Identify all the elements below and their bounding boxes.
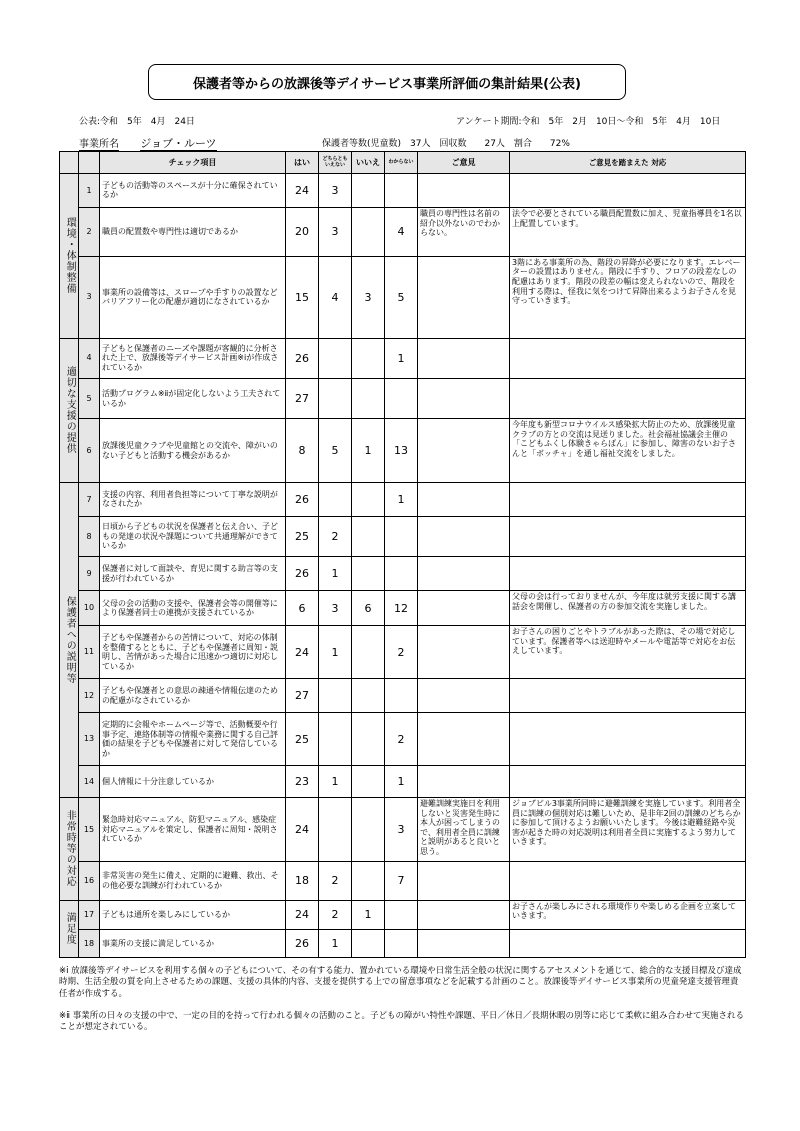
- row-number: 12: [79, 679, 100, 713]
- count-either: 3: [319, 591, 352, 626]
- count-yes: 26: [286, 482, 319, 516]
- table-row: [60, 766, 746, 798]
- count-either: 3: [319, 174, 352, 208]
- table-row: [60, 626, 746, 679]
- header-unknown: わからない: [385, 152, 418, 174]
- survey-period: アンケート期間:令和 5年 2月 10日～令和 5年 4月 10日: [456, 117, 721, 127]
- count-unknown: 5: [385, 256, 418, 338]
- opinion-text: [418, 482, 510, 516]
- response-text: [510, 482, 746, 516]
- respondent-stats: 保護者等数(児童数) 37人 回収数 27人 割合 72%: [322, 139, 570, 149]
- row-number: 18: [79, 930, 100, 958]
- row-number: 3: [79, 256, 100, 338]
- count-unknown: 1: [385, 338, 418, 378]
- check-item: 個人情報に十分注意しているか: [100, 766, 286, 798]
- header-yes: はい: [286, 152, 319, 174]
- response-text: 法令で必要とされている職員配置数に加え、児童指導員を1名以上配置しています。: [510, 207, 746, 256]
- category-label: 非常時等の対応: [60, 798, 79, 900]
- count-yes: 26: [286, 930, 319, 958]
- count-either: 4: [319, 256, 352, 338]
- opinion-text: [418, 591, 510, 626]
- count-yes: 25: [286, 713, 319, 766]
- check-item: 放課後児童クラブや児童館との交流や、障がいのない子どもと活動する機会があるか: [100, 419, 286, 483]
- table-row: [60, 591, 746, 626]
- table-row: [60, 862, 746, 900]
- check-item: 保護者に対して面談や、育児に関する助言等の支援が行われているか: [100, 557, 286, 591]
- count-either: 2: [319, 862, 352, 900]
- check-item: 事業所の支援に満足しているか: [100, 930, 286, 958]
- check-item: 子どもや保護者との意思の疎通や情報伝達のための配慮がなされているか: [100, 679, 286, 713]
- count-unknown: [385, 516, 418, 556]
- opinion-text: 職員の専門性は名前の紹介以外ないのでわからない。: [418, 207, 510, 256]
- count-unknown: 3: [385, 798, 418, 862]
- response-text: [510, 930, 746, 958]
- count-either: 1: [319, 626, 352, 679]
- count-no: 3: [352, 256, 385, 338]
- opinion-text: [418, 900, 510, 930]
- response-text: [510, 557, 746, 591]
- check-item: 活動プログラム※ⅱが固定化しないよう工夫されているか: [100, 378, 286, 418]
- category-label: 適切な支援の提供: [60, 338, 79, 482]
- response-text: [510, 378, 746, 418]
- facility-label: 事業所名: [79, 139, 119, 150]
- count-either: 5: [319, 419, 352, 483]
- check-item: 子どもや保護者からの苦情について、対応の体制を整備するとともに、子どもや保護者に周知・説明し、苦情があった場合に迅速かつ適切に対応しているか: [100, 626, 286, 679]
- count-no: [352, 482, 385, 516]
- table-row: [60, 516, 746, 556]
- response-text: [510, 174, 746, 208]
- row-number: 8: [79, 516, 100, 556]
- published-date: 公表:令和 5年 4月 24日: [79, 117, 195, 127]
- check-item: 職員の配置数や専門性は適切であるか: [100, 207, 286, 256]
- opinion-text: 避難訓練実施日を利用しないと災害発生時に本人が困ってしまうので、利用者全員に訓練と説明があると良いと思う。: [418, 798, 510, 862]
- header-opinion: ご意見: [418, 152, 510, 174]
- row-number: 11: [79, 626, 100, 679]
- check-item: 支援の内容、利用者負担等について丁寧な説明がなされたか: [100, 482, 286, 516]
- count-no: [352, 626, 385, 679]
- count-no: [352, 174, 385, 208]
- check-item: 事業所の設備等は、スロープや手すりの設置などバリアフリー化の配慮が適切になされているか: [100, 256, 286, 338]
- count-either: 3: [319, 207, 352, 256]
- table-row: [60, 174, 746, 208]
- table-row: [60, 557, 746, 591]
- row-number: 7: [79, 482, 100, 516]
- count-either: [319, 713, 352, 766]
- count-unknown: 12: [385, 591, 418, 626]
- count-yes: 26: [286, 557, 319, 591]
- response-text: ジョブビル3事業所同時に避難訓練を実施しています。利用者全員に訓練の個別対応は難しいため、是非年2回の訓練のどちらかに参加して頂けるようお願いいたします。今後は避難経路や災害が起きた時の対応説明は利用者全員に実施するよう努力していきます。: [510, 798, 746, 862]
- check-item: 子どもの活動等のスペースが十分に確保されているか: [100, 174, 286, 208]
- row-number: 17: [79, 900, 100, 930]
- opinion-text: [418, 766, 510, 798]
- header-either: どちらとも いえない: [319, 152, 352, 174]
- table-row: [60, 256, 746, 338]
- count-unknown: [385, 679, 418, 713]
- count-yes: 18: [286, 862, 319, 900]
- count-yes: 25: [286, 516, 319, 556]
- count-no: [352, 862, 385, 900]
- opinion-text: [418, 256, 510, 338]
- header-no: いいえ: [352, 152, 385, 174]
- response-text: 3階にある事業所の為、階段の昇降が必要になります。エレベーターの設置はありません。階段に手すり、フロアの段差なしの配慮はあります。階段の段差の幅は変えられないので、階段を利用する際は、怪我に気をつけて昇降出来るようお子さんを見守っていきます。: [510, 256, 746, 338]
- table-row: [60, 482, 746, 516]
- count-unknown: 13: [385, 419, 418, 483]
- opinion-text: [418, 516, 510, 556]
- count-unknown: [385, 900, 418, 930]
- count-yes: 24: [286, 798, 319, 862]
- row-number: 13: [79, 713, 100, 766]
- row-number: 16: [79, 862, 100, 900]
- count-no: [352, 378, 385, 418]
- count-yes: 27: [286, 679, 319, 713]
- count-no: 6: [352, 591, 385, 626]
- response-text: 父母の会は行っておりませんが、今年度は就労支援に関する講話会を開催し、保護者の方の参加交流を実施しました。: [510, 591, 746, 626]
- table-header-row: [60, 152, 746, 174]
- count-yes: 24: [286, 174, 319, 208]
- count-no: 1: [352, 419, 385, 483]
- header-number: [79, 152, 100, 174]
- table-row: [60, 713, 746, 766]
- response-text: [510, 338, 746, 378]
- table-row: [60, 900, 746, 930]
- count-no: [352, 766, 385, 798]
- count-either: 2: [319, 900, 352, 930]
- count-unknown: 2: [385, 626, 418, 679]
- opinion-text: [418, 862, 510, 900]
- count-either: [319, 798, 352, 862]
- response-text: お子さんの困りごとやトラブルがあった際は、その場で対応しています。保護者等へは送迎時やメールや電話等で対応をお伝えしています。: [510, 626, 746, 679]
- response-text: [510, 862, 746, 900]
- count-either: 1: [319, 930, 352, 958]
- count-either: [319, 679, 352, 713]
- footnote-1: ※ⅰ 放課後等デイサービスを利用する個々の子どもについて、その有する能力、置かれている環境や日常生活全般の状況に関するアセスメントを通じて、総合的な支援目標及び達成時期、生活全般の質を向上させるための課題、支援の具体的内容、支援を提供する上での留意事項などを記載する計画のこと。放課後等デイサービス事業所の児童発達支援管理責任者が作成する。: [59, 966, 742, 999]
- count-unknown: [385, 930, 418, 958]
- opinion-text: [418, 930, 510, 958]
- count-unknown: 4: [385, 207, 418, 256]
- category-label: 保護者への説明等: [60, 482, 79, 797]
- facility-name-line: [79, 135, 217, 151]
- count-yes: 27: [286, 378, 319, 418]
- table-row: [60, 207, 746, 256]
- count-yes: 6: [286, 591, 319, 626]
- opinion-text: [418, 713, 510, 766]
- count-yes: 15: [286, 256, 319, 338]
- count-no: 1: [352, 900, 385, 930]
- count-no: [352, 516, 385, 556]
- opinion-text: [418, 419, 510, 483]
- count-yes: 24: [286, 626, 319, 679]
- table-row: [60, 798, 746, 862]
- row-number: 1: [79, 174, 100, 208]
- count-yes: 23: [286, 766, 319, 798]
- count-unknown: 1: [385, 482, 418, 516]
- header-category: [60, 152, 79, 174]
- count-either: [319, 338, 352, 378]
- check-item: 父母の会の活動の支援や、保護者会等の開催等により保護者同士の連携が支援されているか: [100, 591, 286, 626]
- check-item: 子どもと保護者のニーズや課題が客観的に分析された上で、放課後等デイサービス計画※ⅰが作成されているか: [100, 338, 286, 378]
- count-yes: 8: [286, 419, 319, 483]
- table-body: [60, 174, 746, 958]
- category-label: 満足度: [60, 900, 79, 957]
- check-item: 日頃から子どもの状況を保護者と伝え合い、子どもの発達の状況や課題について共通理解ができているか: [100, 516, 286, 556]
- row-number: 10: [79, 591, 100, 626]
- count-no: [352, 338, 385, 378]
- opinion-text: [418, 626, 510, 679]
- header-response: ご意見を踏まえた 対応: [510, 152, 746, 174]
- response-text: お子さんが楽しみにされる環境作りや楽しめる企画を立案していきます。: [510, 900, 746, 930]
- count-no: [352, 557, 385, 591]
- table-row: [60, 419, 746, 483]
- opinion-text: [418, 679, 510, 713]
- response-text: [510, 516, 746, 556]
- response-text: [510, 766, 746, 798]
- count-either: 1: [319, 557, 352, 591]
- count-no: [352, 207, 385, 256]
- row-number: 6: [79, 419, 100, 483]
- count-either: 2: [319, 516, 352, 556]
- count-no: [352, 798, 385, 862]
- count-unknown: 2: [385, 713, 418, 766]
- table-row: [60, 930, 746, 958]
- row-number: 5: [79, 378, 100, 418]
- count-unknown: [385, 557, 418, 591]
- evaluation-table: [59, 151, 746, 958]
- row-number: 2: [79, 207, 100, 256]
- page-title: 保護者等からの放課後等デイサービス事業所評価の集計結果(公表): [148, 64, 626, 100]
- count-unknown: [385, 174, 418, 208]
- opinion-text: [418, 557, 510, 591]
- category-label: 環境・体制整備: [60, 174, 79, 339]
- response-text: [510, 713, 746, 766]
- opinion-text: [418, 378, 510, 418]
- count-no: [352, 679, 385, 713]
- row-number: 4: [79, 338, 100, 378]
- response-text: 今年度も新型コロナウイルス感染拡大防止のため、放課後児童クラブの方との交流は見送りました。社会福祉協議会主催の「こどもふくし体験きゃらばん」に参加し、障害のないお子さんと「ボッチャ」を通し福祉交流をしました。: [510, 419, 746, 483]
- check-item: 緊急時対応マニュアル、防犯マニュアル、感染症対応マニュアルを策定し、保護者に周知・説明されているか: [100, 798, 286, 862]
- count-yes: 26: [286, 338, 319, 378]
- row-number: 9: [79, 557, 100, 591]
- count-yes: 24: [286, 900, 319, 930]
- opinion-text: [418, 174, 510, 208]
- count-unknown: 1: [385, 766, 418, 798]
- count-no: [352, 713, 385, 766]
- check-item: 定期的に会報やホームページ等で、活動概要や行事予定、連絡体制等の情報や業務に関する自己評価の結果を子どもや保護者に対して発信しているか: [100, 713, 286, 766]
- opinion-text: [418, 338, 510, 378]
- table-row: [60, 378, 746, 418]
- row-number: 15: [79, 798, 100, 862]
- response-text: [510, 679, 746, 713]
- count-yes: 20: [286, 207, 319, 256]
- count-either: 1: [319, 766, 352, 798]
- footnote-2: ※ⅱ 事業所の日々の支援の中で、一定の目的を持って行われる個々の活動のこと。子どもの障がい特性や課題、平日／休日／長期休暇の別等に応じて柔軟に組み合わせて実施されることが想定されている。: [59, 1011, 745, 1033]
- count-unknown: [385, 378, 418, 418]
- table-row: [60, 679, 746, 713]
- check-item: 非常災害の発生に備え、定期的に避難、救出、その他必要な訓練が行われているか: [100, 862, 286, 900]
- facility-name: ジョブ・ルーツ: [140, 137, 217, 150]
- count-no: [352, 930, 385, 958]
- count-either: [319, 378, 352, 418]
- header-check-item: チェック項目: [100, 152, 286, 174]
- check-item: 子どもは通所を楽しみにしているか: [100, 900, 286, 930]
- count-unknown: 7: [385, 862, 418, 900]
- row-number: 14: [79, 766, 100, 798]
- table-row: [60, 338, 746, 378]
- count-either: [319, 482, 352, 516]
